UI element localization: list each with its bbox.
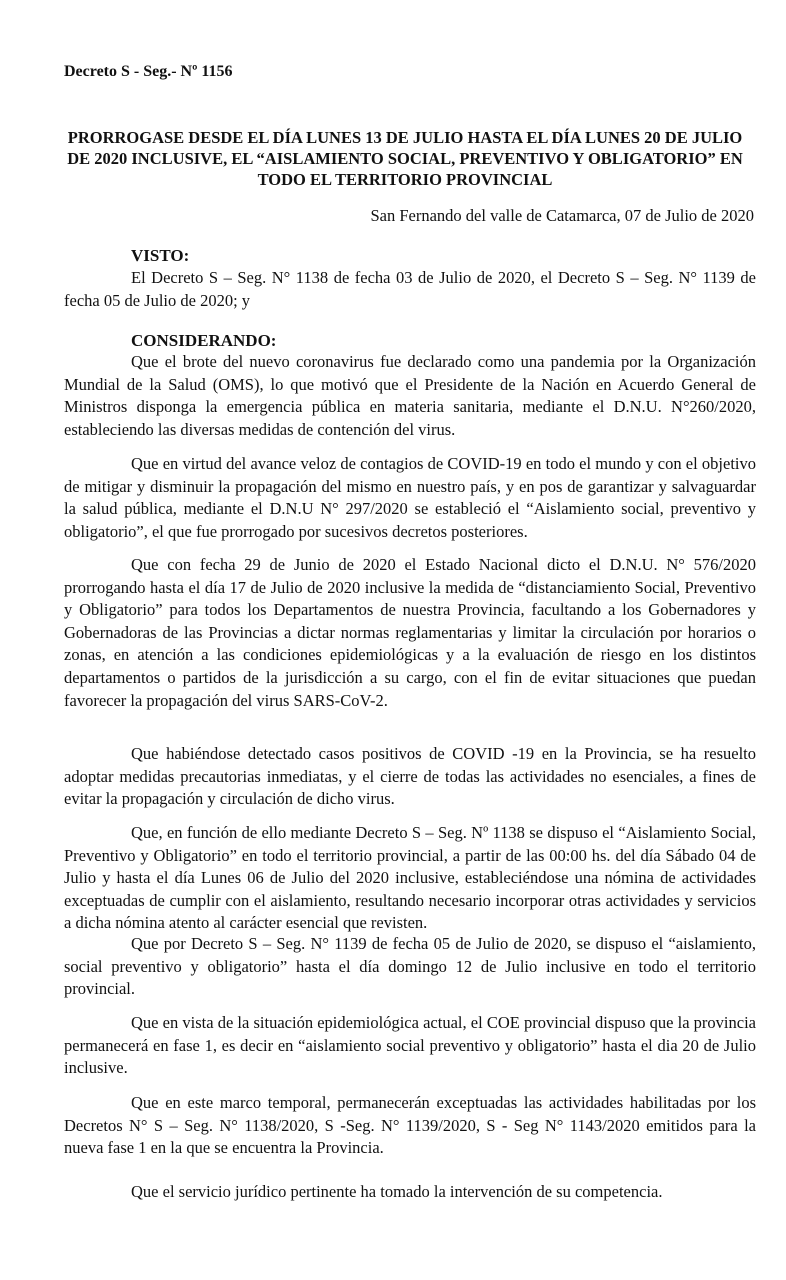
paragraph: Que con fecha 29 de Junio de 2020 el Estado Nacional dicto el D.N.U. N° 576/2020 prorrogando hasta el día 17 de Julio de 2020 inclusive la medida de “distanciamiento Social, Preventivo y Obligatorio” para todos los Departamentos de nuestra Provincia, facultando a los Gobernadores y Gobernadoras de las Provincias a dictar normas reglamentarias y limitar la circulación por horarios o zonas, en atención a las condiciones epidemiológicas y a la evaluación de riesgo en los distintos departamentos o partidos de la jurisdicción a su cargo, con el fin de evitar situaciones que puedan favorecer la propagación del virus SARS-CoV-2. [64, 555, 756, 710]
paragraph: Que por Decreto S – Seg. N° 1139 de fecha 05 de Julio de 2020, se dispuso el “aislamiento, social preventivo y obligatorio” hasta el día domingo 12 de Julio inclusive en todo el territorio provincial. [64, 934, 756, 999]
paragraph: Que el servicio jurídico pertinente ha tomado la intervención de su competencia. [131, 1182, 663, 1201]
decree-title: PRORROGASE DESDE EL DÍA LUNES 13 DE JULIO HASTA EL DÍA LUNES 20 DE JULIO DE 2020 INCLUSIVE, EL “AISLAMIENTO SOCIAL, PREVENTIVO Y OBLIGATORIO” EN TODO EL TERRITORIO PROVINCIAL [67, 128, 743, 189]
place-and-date: San Fernando del valle de Catamarca, 07 de Julio de 2020 [370, 206, 754, 225]
visto-text: El Decreto S – Seg. N° 1138 de fecha 03 de Julio de 2020, el Decreto S – Seg. N° 1139 de fecha 05 de Julio de 2020; y [64, 268, 756, 310]
paragraph: Que en vista de la situación epidemiológica actual, el COE provincial dispuso que la provincia permanecerá en fase 1, es decir en “aislamiento social preventivo y obligatorio” hasta el dia 20 de Julio inclusive. [64, 1013, 756, 1078]
paragraph: Que, en función de ello mediante Decreto S – Seg. Nº 1138 se dispuso el “Aislamiento Social, Preventivo y Obligatorio” en todo el territorio provincial, a partir de las 00:00 hs. del día Sábado 04 de Julio y hasta el día Lunes 06 de Julio del 2020 inclusive, estableciéndose una nómina de actividades exceptuadas de cumplir con el aislamiento, resultando necesario incorporar otras actividades y servicios a dicha nómina atento al carácter esencial que revisten. [64, 823, 756, 933]
paragraph: Que en virtud del avance veloz de contagios de COVID-19 en todo el mundo y con el objetivo de mitigar y disminuir la propagación del mismo en nuestro país, y en pos de garantizar y salvaguardar la salud pública, mediante el D.N.U N° 297/2020 se estableció el “Aislamiento social, preventivo y obligatorio”, el que fue prorrogado por sucesivos decretos posteriores. [64, 454, 756, 541]
considerando-heading: CONSIDERANDO: [131, 331, 277, 350]
decree-number: Decreto S - Seg.- Nº 1156 [64, 63, 233, 80]
paragraph: Que en este marco temporal, permanecerán exceptuadas las actividades habilitadas por los Decretos N° S – Seg. N° 1138/2020, S -Seg. N° 1139/2020, S - Seg N° 1143/2020 emitidos para la nueva fase 1 en la que se encuentra la Provincia. [64, 1093, 756, 1158]
visto-heading: VISTO: [131, 246, 190, 265]
paragraph: Que el brote del nuevo coronavirus fue declarado como una pandemia por la Organización Mundial de la Salud (OMS), lo que motivó que el Presidente de la Nación en Acuerdo General de Ministros disponga la emergencia pública en materia sanitaria, mediante el D.N.U. N°260/2020, estableciendo las diversas medidas de contención del virus. [64, 352, 756, 439]
paragraph: Que habiéndose detectado casos positivos de COVID -19 en la Provincia, se ha resuelto adoptar medidas precautorias inmediatas, y el cierre de todas las actividades no esenciales, a fines de evitar la propagación y circulación de dicho virus. [64, 744, 756, 809]
